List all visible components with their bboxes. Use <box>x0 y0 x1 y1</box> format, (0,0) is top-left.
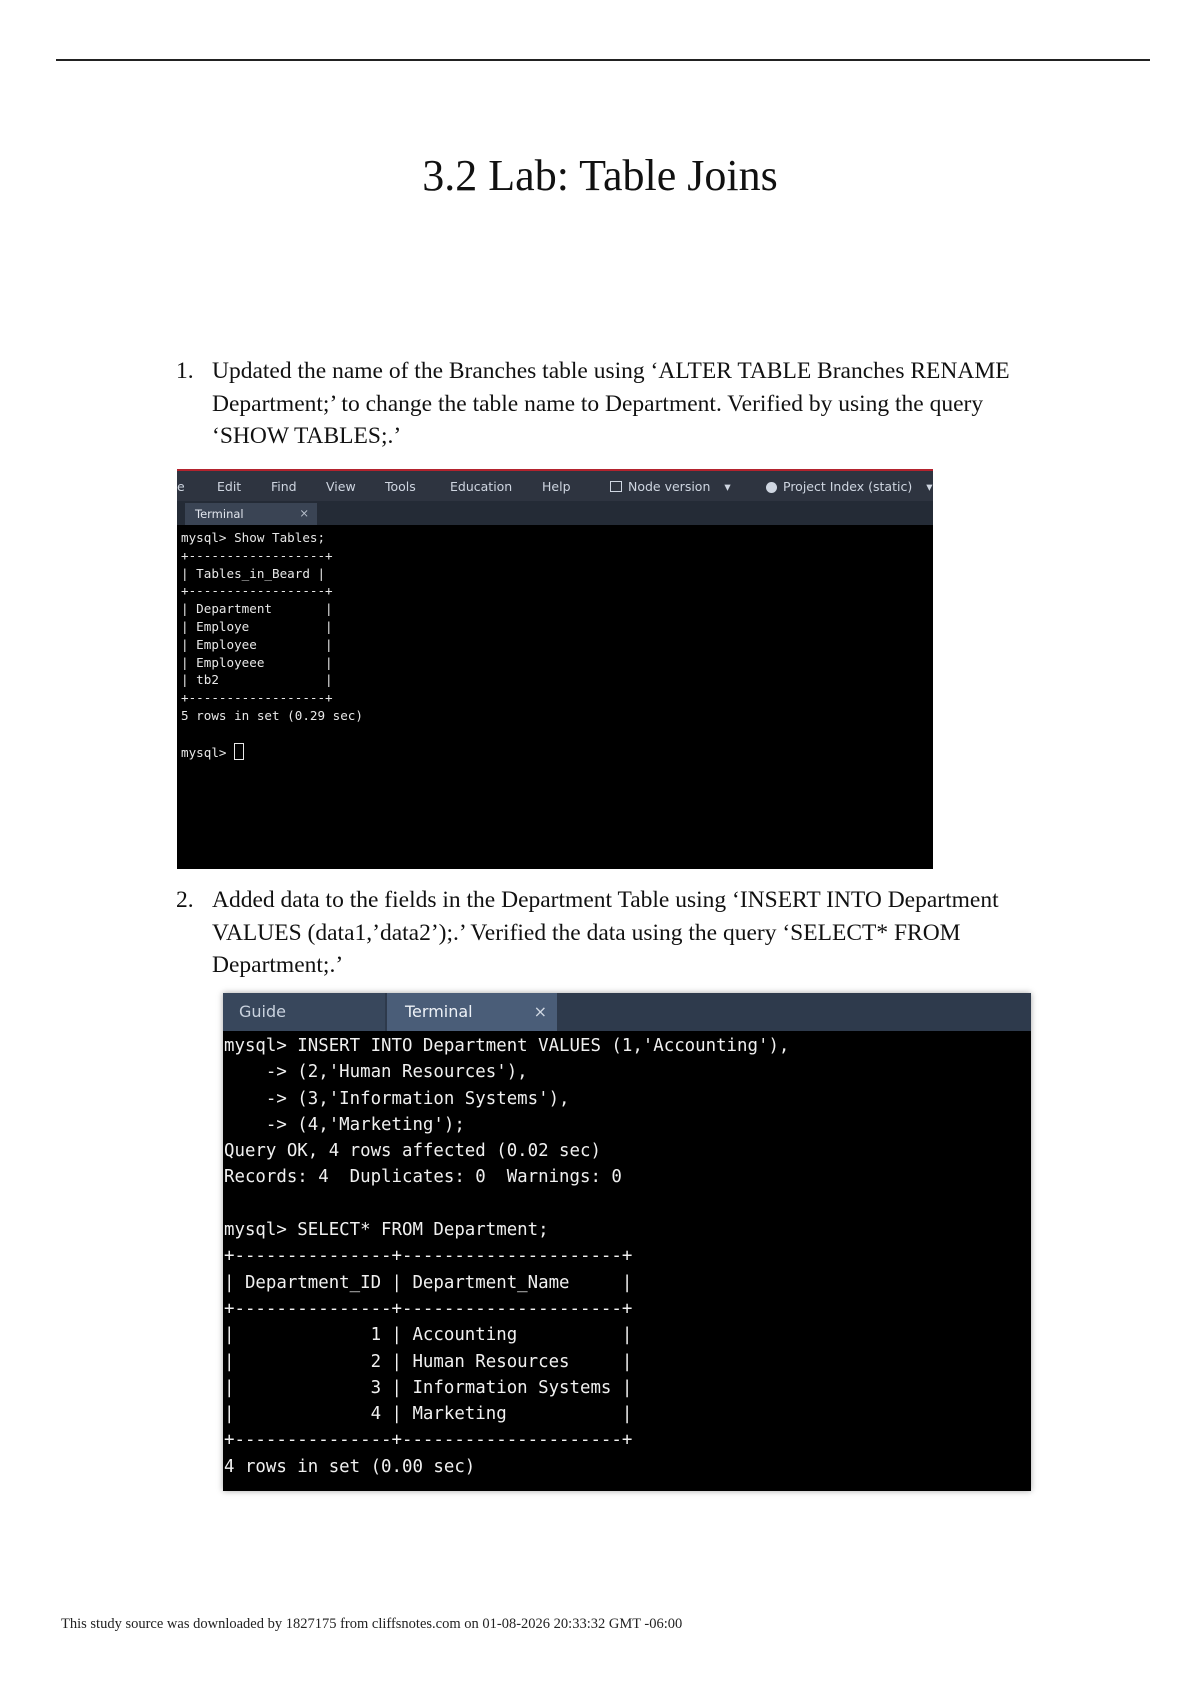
terminal-line: -> (4,'Marketing'); <box>224 1114 465 1135</box>
list-item-number: 2. <box>176 887 194 913</box>
menu-item-help[interactable]: Help <box>542 479 571 494</box>
tab-strip <box>177 501 933 525</box>
terminal-line: +------------------+ <box>181 690 333 706</box>
terminal-line <box>224 1191 789 1217</box>
terminal-line: | 3 | Information Systems | <box>224 1377 633 1398</box>
terminal-line: | Employee | <box>181 636 333 652</box>
node-version-label: Node version <box>628 479 711 494</box>
text-line: Added data to the fields in the Department Table using ‘INSERT INTO Department <box>212 887 999 913</box>
terminal-line: -> (2,'Human Resources'), <box>224 1062 528 1083</box>
terminal-screenshot-show-tables <box>177 469 933 869</box>
terminal-output <box>181 529 363 761</box>
terminal-line: mysql> INSERT INTO Department VALUES (1,'Accounting'), <box>224 1036 790 1056</box>
list-item-text <box>212 884 1032 982</box>
text-line: Department;’ to change the table name to Department. Verified by using the query <box>212 390 984 417</box>
text-line: Updated the name of the Branches table using ‘ALTER TABLE Branches RENAME <box>212 358 1010 384</box>
tab-guide[interactable] <box>223 993 385 1031</box>
close-icon[interactable]: × <box>533 1002 547 1021</box>
terminal-line: +------------------+ <box>181 583 333 599</box>
terminal-line: | Employeee | <box>181 654 333 670</box>
close-icon[interactable]: × <box>299 506 309 520</box>
terminal-line: Records: 4 Duplicates: 0 Warnings: 0 <box>224 1167 622 1188</box>
terminal-line: | 1 | Accounting | <box>224 1325 633 1346</box>
text-line: ‘SHOW TABLES;.’ <box>212 423 402 449</box>
terminal-line: 4 rows in set (0.00 sec) <box>224 1456 476 1477</box>
page-title: 3.2 Lab: Table Joins <box>422 151 778 200</box>
terminal-line: mysql> Show Tables; <box>181 530 326 545</box>
terminal-line: +---------------+---------------------+ <box>224 1246 633 1267</box>
menu-item-find[interactable]: Find <box>271 479 297 494</box>
terminal-screenshot-insert-select <box>223 993 1031 1491</box>
cursor-icon <box>234 743 244 760</box>
menu-item-file-cut[interactable]: e <box>177 479 185 494</box>
project-index-dropdown[interactable] <box>766 479 932 494</box>
terminal-line: | Department_ID | Department_Name | <box>224 1272 633 1293</box>
top-rule <box>56 59 1150 61</box>
globe-icon <box>766 482 777 493</box>
terminal-line: +---------------+---------------------+ <box>224 1298 633 1319</box>
footer-source-note: This study source was downloaded by 1827175 from cliffsnotes.com on 01-08-2026 20:33:32 GMT -06:00 <box>61 1616 683 1632</box>
project-index-label: Project Index (static) <box>783 479 913 494</box>
terminal-line: mysql> SELECT* FROM Department; <box>224 1220 549 1241</box>
terminal-line: | Employe | <box>181 618 333 634</box>
terminal-line: -> (3,'Information Systems'), <box>224 1088 570 1109</box>
terminal-line: 5 rows in set (0.29 sec) <box>181 707 363 723</box>
terminal-line: | Tables_in_Beard | <box>181 565 326 581</box>
tab-label: Terminal <box>195 507 244 521</box>
text-line: VALUES (data1,’data2’);.’ Verified the data using the query ‘SELECT* FROM <box>212 919 961 946</box>
terminal-line: Query OK, 4 rows affected (0.02 sec) <box>224 1141 601 1162</box>
node-version-dropdown[interactable] <box>610 479 731 494</box>
terminal-line <box>181 725 363 743</box>
terminal-line: +---------------+---------------------+ <box>224 1430 633 1451</box>
terminal-line: | tb2 | <box>181 672 333 688</box>
terminal-prompt: mysql> <box>181 744 235 760</box>
tab-label: Terminal <box>405 1002 473 1021</box>
tab-terminal[interactable] <box>185 503 317 525</box>
list-item-text <box>212 355 1032 453</box>
tab-label: Guide <box>239 1002 286 1021</box>
node-icon <box>610 481 622 492</box>
menu-item-education[interactable]: Education <box>450 479 513 494</box>
terminal-line: | Department | <box>181 601 333 617</box>
menu-bar <box>177 471 933 501</box>
chevron-down-icon: ▾ <box>926 479 933 494</box>
terminal-output <box>224 1033 789 1480</box>
terminal-line: | 2 | Human Resources | <box>224 1351 633 1372</box>
list-item-number: 1. <box>176 358 194 384</box>
terminal-line: +------------------+ <box>181 547 333 563</box>
chevron-down-icon: ▾ <box>724 479 731 494</box>
menu-item-edit[interactable]: Edit <box>217 479 242 494</box>
tab-terminal[interactable] <box>387 993 557 1031</box>
terminal-prompt-line[interactable] <box>181 743 363 762</box>
terminal-line: | 4 | Marketing | <box>224 1404 633 1425</box>
menu-item-view[interactable]: View <box>326 479 356 494</box>
text-line: Department;.’ <box>212 952 344 978</box>
tab-bar <box>223 993 1031 1031</box>
menu-item-tools[interactable]: Tools <box>385 479 416 494</box>
